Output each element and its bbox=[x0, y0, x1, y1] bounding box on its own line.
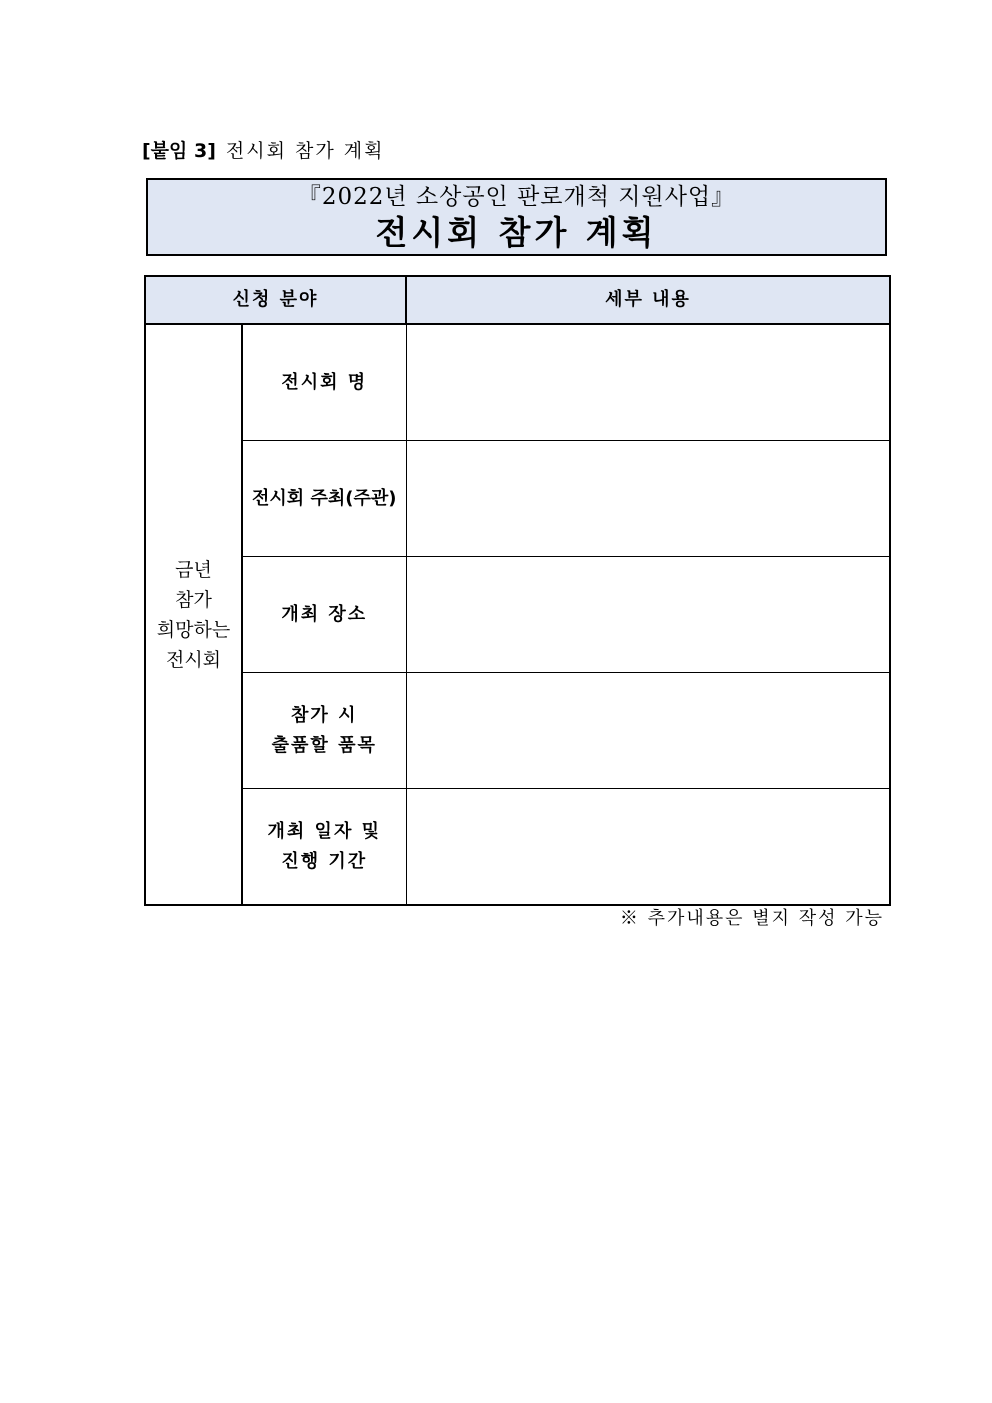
row-label-exhibition-name: 전시회 명 bbox=[242, 324, 406, 441]
row-value-dates[interactable] bbox=[406, 789, 890, 906]
document-title: 전시회 참가 계획 bbox=[375, 213, 658, 252]
table-row bbox=[145, 673, 890, 789]
document-title-box bbox=[146, 178, 887, 256]
attachment-title: 전시회 참가 계획 bbox=[225, 140, 385, 162]
table-row bbox=[145, 557, 890, 673]
row-value-exhibition-name[interactable] bbox=[406, 324, 890, 441]
table-row bbox=[145, 789, 890, 906]
table-row bbox=[145, 324, 890, 441]
attachment-tag: [붙임 3] bbox=[142, 140, 216, 162]
row-value-organizer[interactable] bbox=[406, 441, 890, 557]
program-name: 『2022년 소상공인 판로개척 지원사업』 bbox=[297, 184, 736, 210]
table-row bbox=[145, 441, 890, 557]
row-label-dates: 개최 일자 및 진행 기간 bbox=[242, 789, 406, 906]
column-header-category: 신청 분야 bbox=[145, 276, 406, 324]
category-label: 금년 참가 희망하는 전시회 bbox=[145, 324, 242, 905]
column-header-details: 세부 내용 bbox=[406, 276, 890, 324]
row-label-venue: 개최 장소 bbox=[242, 557, 406, 673]
exhibition-plan-table bbox=[144, 275, 891, 906]
row-label-organizer: 전시회 주최(주관) bbox=[242, 441, 406, 557]
table-header-row bbox=[145, 276, 890, 324]
row-label-exhibit-items: 참가 시 출품할 품목 bbox=[242, 673, 406, 789]
row-value-venue[interactable] bbox=[406, 557, 890, 673]
attachment-heading bbox=[142, 138, 384, 164]
footnote: ※ 추가내용은 별지 작성 가능 bbox=[619, 908, 884, 929]
row-value-exhibit-items[interactable] bbox=[406, 673, 890, 789]
